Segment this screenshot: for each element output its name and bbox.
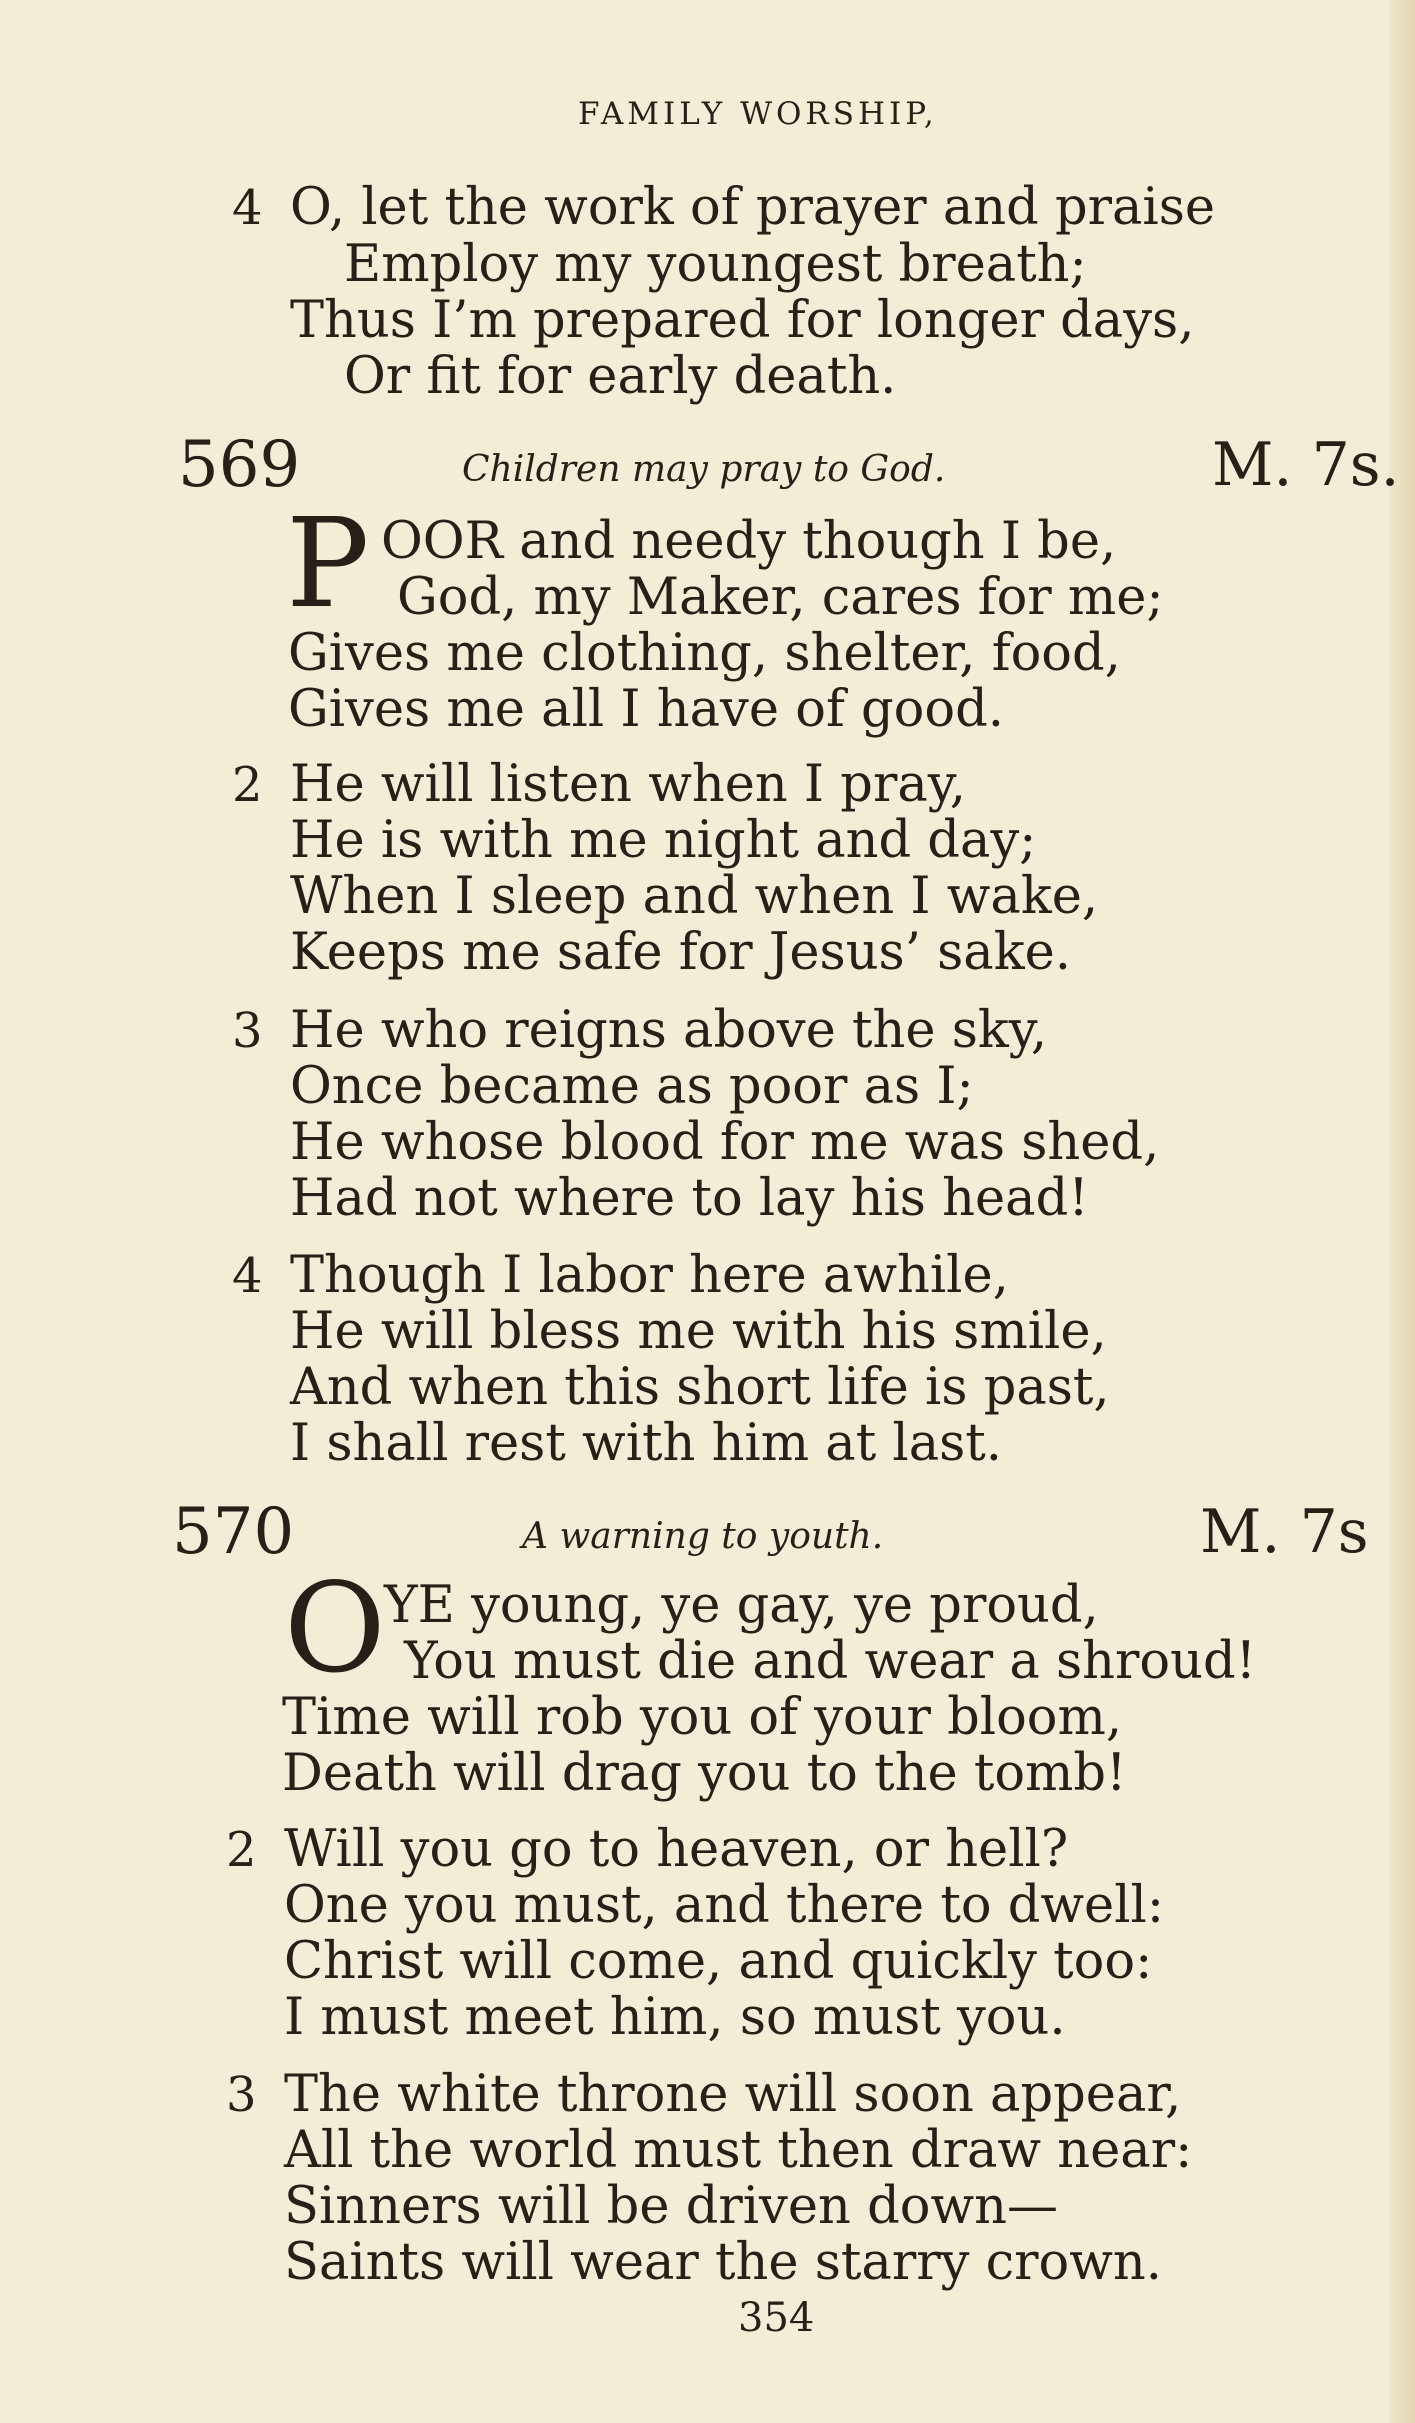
verse-line: He will listen when I pray, — [290, 755, 966, 814]
verse-line: Gives me all I have of good. — [288, 680, 1004, 739]
verse-line: O, let the work of prayer and praise — [290, 178, 1216, 237]
hymn-meter: M. 7s — [1200, 1497, 1369, 1567]
verse-line: Time will rob you of your bloom, — [282, 1688, 1123, 1747]
verse-line: Employ my youngest breath; — [344, 235, 1087, 294]
verse-line: God, my Maker, cares for me; — [397, 568, 1164, 627]
verse-line: Though I labor here awhile, — [290, 1246, 1009, 1305]
verse-line: He will bless me with his smile, — [290, 1302, 1107, 1361]
verse-line: Had not where to lay his head! — [290, 1169, 1089, 1228]
stanza-number: 4 — [232, 180, 263, 236]
stanza-number: 4 — [232, 1248, 263, 1304]
verse-line: Or fit for early death. — [344, 347, 897, 406]
verse-line: Christ will come, and quickly too: — [284, 1932, 1153, 1991]
hymn-meter: M. 7s. — [1212, 430, 1400, 500]
verse-line: Thus I’m prepared for longer days, — [290, 291, 1195, 350]
verse-line: I must meet him, so must you. — [284, 1988, 1066, 2047]
verse-line: And when this short life is past, — [290, 1358, 1110, 1417]
verse-line: He who reigns above the sky, — [290, 1001, 1048, 1060]
verse-line: Keeps me safe for Jesus’ sake. — [290, 923, 1072, 982]
verse-line: You must die and wear a shroud! — [404, 1632, 1257, 1691]
verse-line: The white throne will soon appear, — [284, 2065, 1182, 2124]
verse-line: Saints will wear the starry crown. — [284, 2233, 1162, 2292]
hymn-title: Children may pray to God. — [462, 449, 946, 490]
verse-line: OOR and needy though I be, — [381, 512, 1117, 571]
hymn-number: 569 — [178, 428, 301, 502]
stanza-number: 2 — [226, 1822, 257, 1878]
verse-line: Once became as poor as I; — [290, 1057, 974, 1116]
stanza-number: 2 — [232, 757, 263, 813]
drop-cap: O — [284, 1557, 386, 1701]
verse-line: All the world must then draw near: — [284, 2121, 1193, 2180]
page-edge — [1389, 0, 1415, 2423]
verse-line: Gives me clothing, shelter, food, — [288, 624, 1121, 683]
verse-line: He whose blood for me was shed, — [290, 1113, 1160, 1172]
verse-line: I shall rest with him at last. — [290, 1414, 1003, 1473]
page-number: 354 — [738, 2295, 815, 2341]
drop-cap: P — [286, 492, 370, 636]
stanza-number: 3 — [232, 1003, 263, 1059]
hymn-number: 570 — [172, 1495, 295, 1569]
verse-line: Death will drag you to the tomb! — [282, 1744, 1127, 1803]
verse-line: When I sleep and when I wake, — [290, 867, 1099, 926]
verse-line: Will you go to heaven, or hell? — [284, 1820, 1069, 1879]
stanza-number: 3 — [226, 2067, 257, 2123]
hymn-title: A warning to youth. — [522, 1516, 884, 1557]
running-head: FAMILY WORSHIP, — [578, 96, 938, 132]
verse-line: One you must, and there to dwell: — [284, 1876, 1165, 1935]
verse-line: Sinners will be driven down— — [284, 2177, 1058, 2236]
verse-line: He is with me night and day; — [290, 811, 1037, 870]
verse-line: YE young, ye gay, ye proud, — [384, 1576, 1099, 1635]
